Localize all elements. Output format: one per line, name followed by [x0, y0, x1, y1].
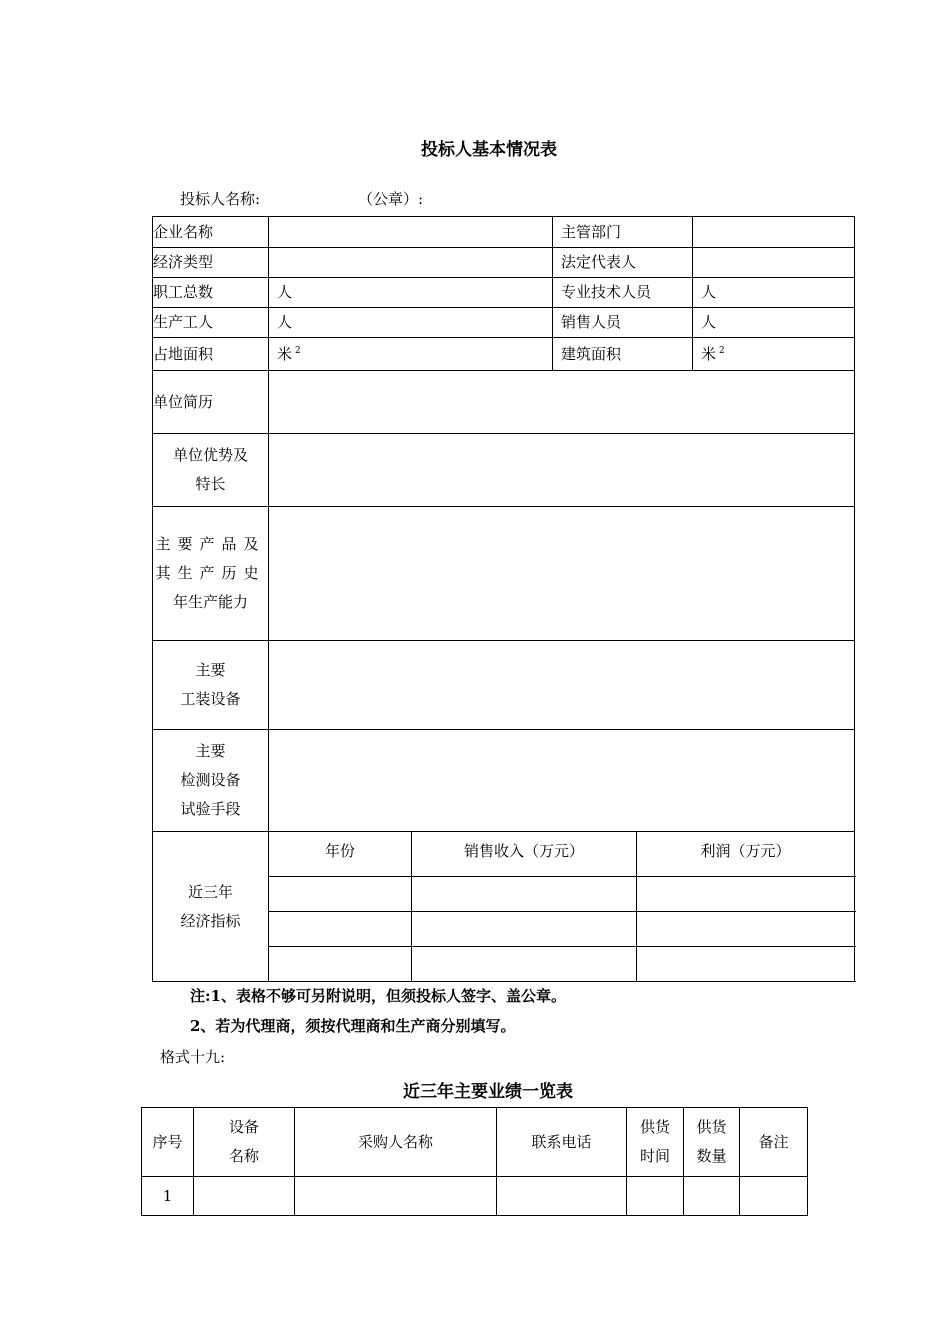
tooling-label — [153, 641, 269, 730]
label-line: 时间 — [639, 1147, 670, 1165]
history-field[interactable] — [269, 371, 855, 434]
device-name-cell[interactable] — [194, 1177, 295, 1216]
unit-text: 人 — [701, 283, 717, 301]
advantage-label — [153, 434, 269, 507]
history-label: 单位简历 — [153, 371, 269, 434]
phone-header: 联系电话 — [497, 1108, 627, 1177]
supply-qty-cell[interactable] — [684, 1177, 740, 1216]
performance-title: 近三年主要业绩一览表 — [403, 1082, 573, 1102]
buyer-name-cell[interactable] — [295, 1177, 497, 1216]
economic-type-label: 经济类型 — [153, 248, 269, 278]
building-area-field[interactable] — [693, 338, 855, 371]
label-line: 主要 — [195, 661, 226, 679]
format-label: 格式十九: — [160, 1048, 226, 1066]
legal-rep-field[interactable] — [693, 248, 855, 278]
land-area-label: 占地面积 — [153, 338, 269, 371]
unit-superscript: 2 — [719, 345, 725, 356]
profit-cell[interactable] — [637, 877, 855, 912]
profit-cell[interactable] — [637, 947, 855, 982]
label-line: 主要产品及 — [155, 535, 266, 553]
phone-cell[interactable] — [497, 1177, 627, 1216]
sales-cell[interactable] — [412, 912, 637, 947]
company-name-label: 企业名称 — [153, 217, 269, 248]
label-line: 供货 — [696, 1118, 727, 1136]
tooling-field[interactable] — [269, 641, 855, 730]
note-2: 2、若为代理商，须按代理商和生产商分别填写。 — [190, 1017, 516, 1035]
legal-rep-label: 法定代表人 — [553, 248, 693, 278]
year-header: 年份 — [269, 832, 412, 877]
sales-cell[interactable] — [412, 877, 637, 912]
buyer-name-header: 采购人名称 — [295, 1108, 497, 1177]
production-workers-field[interactable] — [269, 308, 553, 338]
year-cell[interactable] — [269, 947, 412, 982]
remark-cell[interactable] — [740, 1177, 808, 1216]
label-line: 试验手段 — [180, 800, 241, 818]
advantage-field[interactable] — [269, 434, 855, 507]
tech-staff-field[interactable] — [693, 278, 855, 308]
tech-staff-label: 专业技术人员 — [553, 278, 693, 308]
label-line: 主要 — [195, 742, 226, 760]
device-name-header — [194, 1108, 295, 1177]
sales-staff-field[interactable] — [693, 308, 855, 338]
label-line: 近三年 — [187, 882, 233, 901]
note-1: 注:1、表格不够可另附说明，但须投标人签字、盖公章。 — [190, 987, 566, 1005]
label-line: 其生产历史 — [155, 564, 266, 582]
economic-type-field[interactable] — [269, 248, 553, 278]
bidder-name-label: 投标人名称: — [180, 190, 261, 208]
staff-total-field[interactable] — [269, 278, 553, 308]
authority-label: 主管部门 — [553, 217, 693, 248]
remark-header: 备注 — [740, 1108, 808, 1177]
unit-text: 人 — [277, 283, 293, 301]
label-line: 名称 — [228, 1147, 259, 1165]
supply-time-header — [627, 1108, 684, 1177]
production-workers-label: 生产工人 — [153, 308, 269, 338]
year-cell[interactable] — [269, 877, 412, 912]
label-line: 工装设备 — [180, 690, 241, 708]
land-area-field[interactable] — [269, 338, 553, 371]
supply-qty-header — [684, 1108, 740, 1177]
company-name-field[interactable] — [269, 217, 553, 248]
bidder-info-table — [152, 216, 855, 982]
seq-cell: 1 — [142, 1177, 194, 1216]
authority-field[interactable] — [693, 217, 855, 248]
seq-header: 序号 — [142, 1108, 194, 1177]
unit-text: 人 — [277, 313, 293, 331]
label-line: 数量 — [696, 1147, 727, 1165]
label-line: 供货 — [639, 1118, 670, 1136]
unit-superscript: 2 — [295, 345, 301, 356]
supply-time-cell[interactable] — [627, 1177, 684, 1216]
page-title: 投标人基本情况表 — [421, 140, 557, 160]
unit-text: 米 — [277, 344, 293, 363]
profit-header: 利润（万元） — [637, 832, 855, 877]
economic-indicators-label — [153, 832, 269, 982]
label-line: 单位优势及 — [172, 446, 248, 464]
building-area-label: 建筑面积 — [553, 338, 693, 371]
year-cell[interactable] — [269, 912, 412, 947]
label-line: 检测设备 — [180, 771, 241, 789]
testing-field[interactable] — [269, 730, 855, 832]
sales-staff-label: 销售人员 — [553, 308, 693, 338]
label-line: 经济指标 — [180, 911, 241, 930]
testing-label — [153, 730, 269, 832]
sales-header: 销售收入（万元） — [412, 832, 637, 877]
products-label — [153, 507, 269, 641]
unit-text: 米 — [701, 344, 717, 363]
profit-cell[interactable] — [637, 912, 855, 947]
unit-text: 人 — [701, 313, 717, 331]
staff-total-label: 职工总数 — [153, 278, 269, 308]
sales-cell[interactable] — [412, 947, 637, 982]
seal-label: （公章）: — [358, 190, 424, 208]
label-line: 设备 — [228, 1118, 259, 1136]
products-field[interactable] — [269, 507, 855, 641]
label-line: 特长 — [195, 475, 226, 493]
label-line: 年生产能力 — [172, 593, 248, 611]
performance-table — [141, 1107, 808, 1216]
